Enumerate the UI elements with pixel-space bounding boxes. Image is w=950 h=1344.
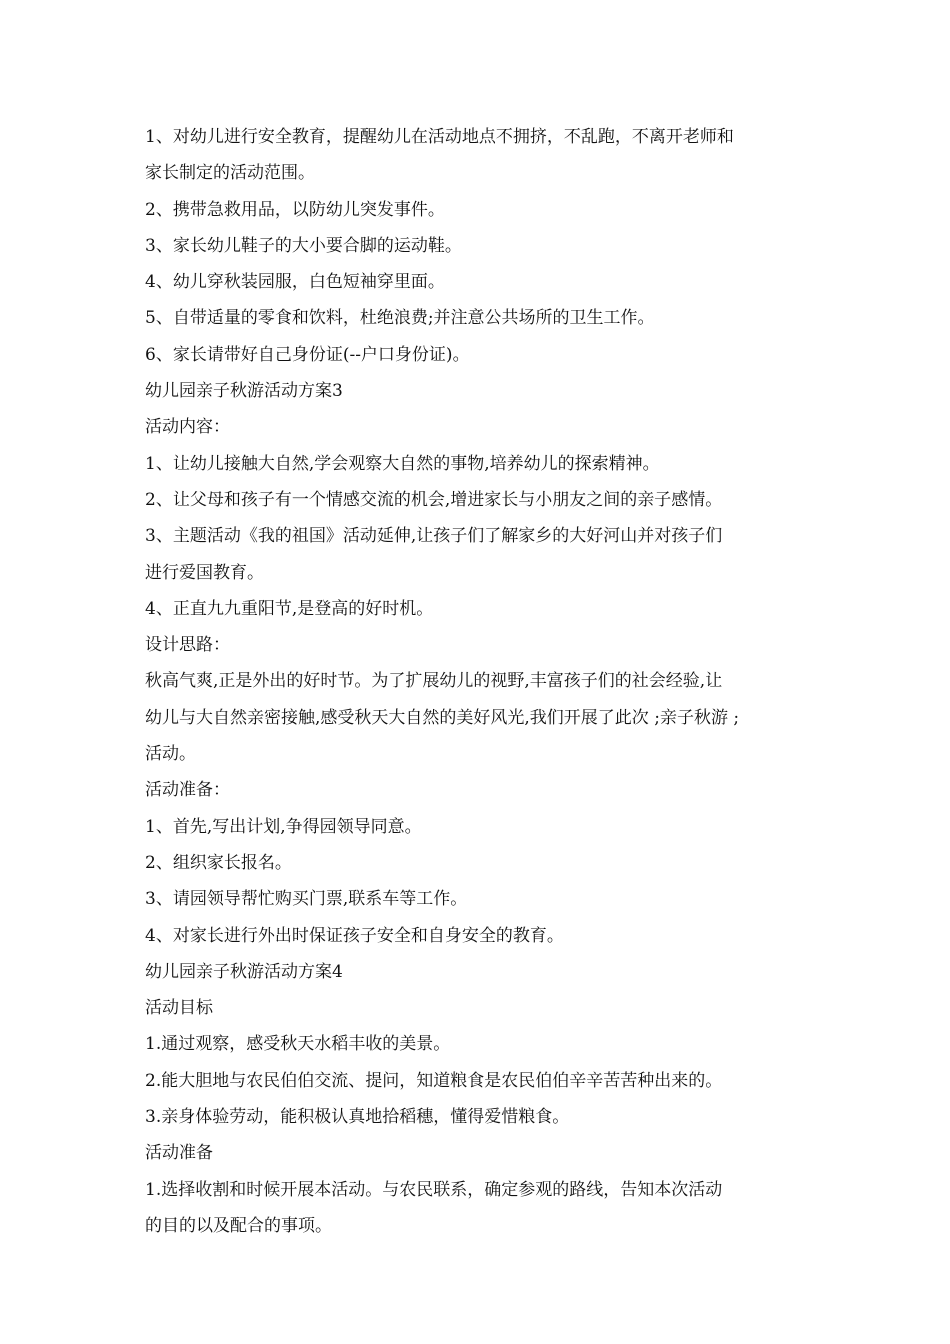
subsection-heading: 活动内容： bbox=[145, 417, 230, 438]
text-line: 2、携带急救用品，以防幼儿突发事件。 bbox=[145, 199, 445, 220]
section-heading: 幼儿园亲子秋游活动方案3 bbox=[145, 381, 343, 402]
text-line: 活动。 bbox=[145, 744, 196, 765]
text-line: 6、家长请带好自己身份证(--户口身份证)。 bbox=[145, 344, 470, 365]
text-line: 3、请园领导帮忙购买门票,联系车等工作。 bbox=[145, 889, 468, 910]
text-line: 2.能大胆地与农民伯伯交流、提问，知道粮食是农民伯伯辛辛苦苦种出来的。 bbox=[145, 1070, 723, 1091]
document-body bbox=[145, 119, 813, 1244]
text-line: 4、幼儿穿秋装园服，白色短袖穿里面。 bbox=[145, 272, 445, 293]
text-line: 家长制定的活动范围。 bbox=[145, 163, 315, 184]
text-line: 2、让父母和孩子有一个情感交流的机会,增进家长与小朋友之间的亲子感情。 bbox=[145, 489, 723, 510]
text-line: 2、组织家长报名。 bbox=[145, 852, 292, 873]
subsection-heading: 设计思路： bbox=[145, 635, 230, 656]
text-line: 幼儿与大自然亲密接触,感受秋天大自然的美好风光,我们开展了此次 ;亲子秋游 ; bbox=[145, 707, 740, 728]
text-line: 1.选择收割和时候开展本活动。与农民联系，确定参观的路线，告知本次活动 bbox=[145, 1179, 723, 1200]
text-line: 3、家长幼儿鞋子的大小要合脚的运动鞋。 bbox=[145, 235, 462, 256]
subsection-heading: 活动准备： bbox=[145, 780, 230, 801]
text-line: 1、首先,写出计划,争得园领导同意。 bbox=[145, 816, 422, 837]
text-line: 5、自带适量的零食和饮料，杜绝浪费;并注意公共场所的卫生工作。 bbox=[145, 308, 655, 329]
text-line: 4、对家长进行外出时保证孩子安全和自身安全的教育。 bbox=[145, 925, 564, 946]
subsection-heading: 活动目标 bbox=[145, 998, 213, 1019]
text-line: 秋高气爽,正是外出的好时节。为了扩展幼儿的视野,丰富孩子们的社会经验,让 bbox=[145, 671, 723, 692]
section-heading: 幼儿园亲子秋游活动方案4 bbox=[145, 961, 343, 982]
text-line: 3.亲身体验劳动，能积极认真地拾稻穗，懂得爱惜粮食。 bbox=[145, 1107, 570, 1128]
text-line: 4、正直九九重阳节,是登高的好时机。 bbox=[145, 598, 434, 619]
text-line: 3、主题活动《我的祖国》活动延伸,让孩子们了解家乡的大好河山并对孩子们 bbox=[145, 526, 723, 547]
text-line: 的目的以及配合的事项。 bbox=[145, 1215, 332, 1236]
text-line: 1、对幼儿进行安全教育，提醒幼儿在活动地点不拥挤，不乱跑，不离开老师和 bbox=[145, 127, 734, 147]
subsection-heading: 活动准备 bbox=[145, 1143, 213, 1164]
text-line: 1、让幼儿接触大自然,学会观察大自然的事物,培养幼儿的探索精神。 bbox=[145, 453, 660, 474]
text-line: 1.通过观察，感受秋天水稻丰收的美景。 bbox=[145, 1034, 451, 1055]
text-line: 进行爱国教育。 bbox=[145, 562, 264, 583]
